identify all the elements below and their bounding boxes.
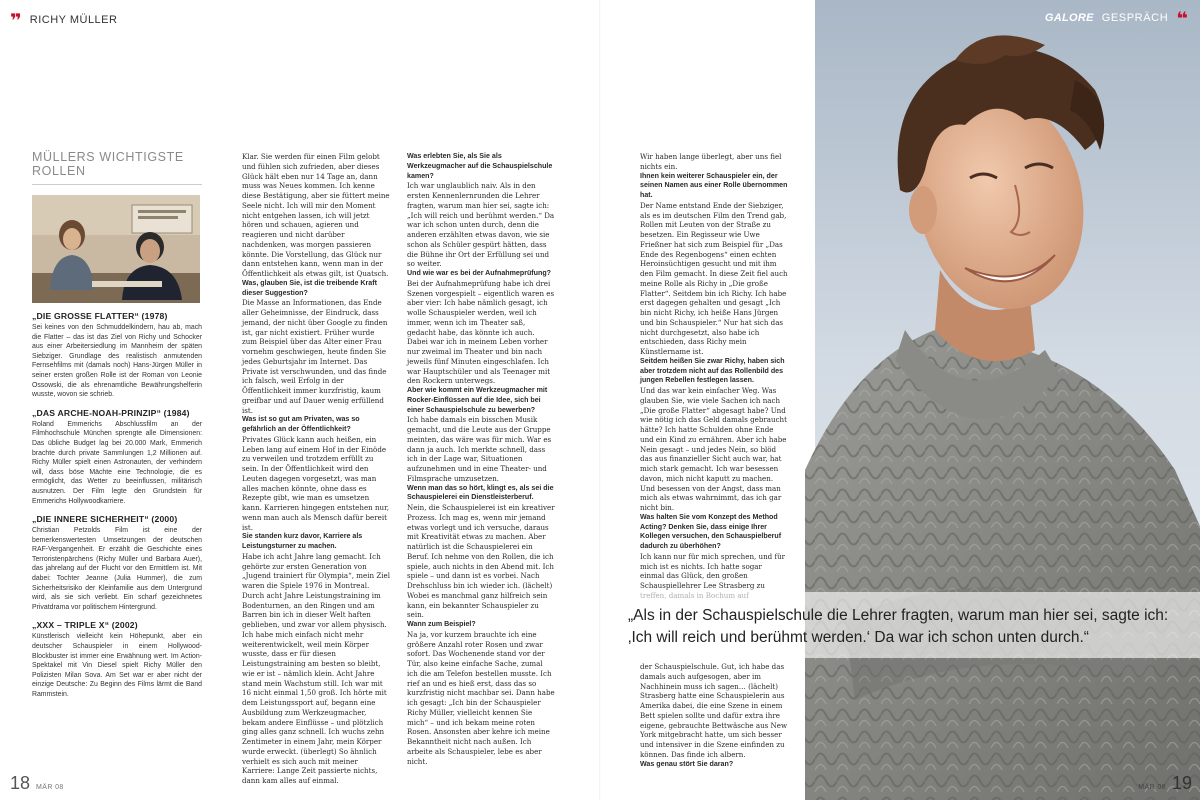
running-head-name: RICHY MÜLLER bbox=[29, 14, 118, 26]
film-description: Roland Emmerichs Abschlussfilm an der Filmhochschule München sprengte alle Dimensionen: Das übliche Budget lag bei 20.000 Mark, Emmerich brachte durch private Sammlungen 1,2 Millionen auf. Richy Müller spielt einen Astronauten, der verhindern will, dass böse Mächte eine Technologie, die es ermöglicht, das Wetter zu beeinflussen, militärisch ausnutzen. Der Film legte den Grundstein für Emmerichs Hollywoodkarriere. bbox=[32, 420, 202, 505]
interview-question: Was halten Sie vom Konzept des Method Acting? Denken Sie, dass einige Ihrer Kollegen versuchen, den Schauspielberuf dadurch zu überhöhen? bbox=[640, 512, 782, 550]
film-description: Sei keines von den Schmuddelkindern, hau ab, mach die Flatter – das ist das Ziel von Richy und Schocker aus einer Arbeitersiedlung im Mannheim der späten Siebziger. Grundlage des realistisch anmutenden Fernsehfilms mit (damals noch) Hans-Jürgen Müller in seiner ersten großen Rolle ist der Roman von Leonie Ossowski, die als ehrenamtliche Bewährungshelferin wusste, wovon sie schrieb. bbox=[32, 324, 202, 399]
answer-paragraph: der Schauspielschule. Gut, ich habe das damals auch aufgesogen, aber im Nachhinein muss ich sagen… (lächelt) Strasberg hatte eine Schauspielerin aus Amerika dabei, die eine Szene in einem Bett spielen sollte und dafür extra ihre eigene, gebrauchte Bettwäsche aus New York mitgebracht hatte, um sich besser und intensiver in die Szene einfinden zu können. Das finde ich albern. bbox=[640, 662, 788, 759]
quote-mark-icon: ❝ bbox=[1176, 7, 1188, 29]
interview-question: Was genau stört Sie daran? bbox=[640, 759, 734, 768]
sidebar-roles bbox=[32, 150, 202, 708]
answer-paragraph: Ich war unglaublich naiv. Als in den ersten Kennenlernrunden die Lehrer fragten, warum man hier sei, sagte ich: „Ich will reich und berühmt werden.“ Da war ich schon unten durch, denn die anderen erzählten etwas davon, wie sie schon als Schüler gespürt hätten, dass die Bühne ihr Ort der Erfüllung sei und so weiter. bbox=[407, 181, 555, 269]
film-title: „DAS ARCHE-NOAH-PRINZIP“ (1984) bbox=[32, 407, 190, 418]
film-title: „DIE GROSSE FLATTER“ (1978) bbox=[32, 311, 168, 321]
answer-paragraph: Ich habe damals ein bisschen Musik gemacht, und die Leute aus der Gruppe meinten, das wäre was für mich. War es dann ja auch. Ich merkte schnell, dass ich in der Lage war, Situationen aufzunehmen und in eine Theater- und Filmsprache umzusetzen. bbox=[407, 415, 552, 483]
interview-question: Wenn man das so hört, klingt es, als sei die Schauspielerei ein Dienstleisterberuf. bbox=[407, 483, 554, 502]
interview-question: Ihnen kein weiterer Schauspieler ein, der seinen Namen aus einer Rolle übernommen hat. bbox=[640, 171, 788, 199]
article-column-3 bbox=[640, 152, 788, 592]
film-entry bbox=[32, 514, 202, 612]
interview-question: Was ist so gut am Privaten, was so gefährlich an der Öffentlichkeit? bbox=[242, 415, 360, 433]
issue-date: MÄR 08 bbox=[36, 784, 64, 791]
article-column-1 bbox=[242, 152, 390, 785]
quote-mark-icon: ❞ bbox=[10, 9, 22, 31]
answer-paragraph: Na ja, vor kurzem brauchte ich eine größere Anzahl roter Rosen und zwar sofort. Das Wochenende stand vor der Tür, also keine einfache Sache, zumal ich die am Telefon bestellen musste. Ich rief an und es hieß erst, dass das so kurzfristig nicht machbar sei. Dann habe ich gesagt: „Ich bin der Schauspieler Richy Müller, vielleicht kennen Sie mich“ – und ich bekam meine roten Rosen. Ansonsten aber kehre ich meine Bekanntheit nicht nach außen. Ich arbeite als Schauspieler, lebe es aber nicht. bbox=[407, 629, 555, 766]
answer-paragraph: Der Name entstand Ende der Siebziger, als es im deutschen Film den Trend gab, Rollen mit Leuten von der Straße zu besetzen. Ein Regisseur wie Uwe Frießner hat sich zum Beispiel für „Das Ende des Regenbogens“ einen echten Heroinsüchtigen gesucht und mit ihm den Film gemacht. In diese Zeit fiel auch meine Rolle als Richy in „Die große Flatter“. Seitdem bin ich Richy. Ich habe erst dagegen gehalten und gesagt „Ich bin nicht Richy, ich heiße Hans Jürgen und bin Schauspieler.“ Nur hat sich das nicht durchgesetzt, also habe ich entschieden, dass Richy mein Künstlername ist. bbox=[640, 200, 788, 356]
answer-paragraph: Die Masse an Informationen, das Ende aller Geheimnisse, der Eindruck, dass jemand, der nicht über Google zu finden ist, gar nicht existiert. Früher wurde zum Beispiel über das Alter einer Frau vornehm geschwiegen, heute finden Sie jedes Geburtsjahr im Internet. Das Private ist verschwunden, und das finde ich falsch, weil Erfolg in der Öffentlichkeit immer kurzfristig, kaum greifbar und auf Dauer wenig erfüllend ist. bbox=[242, 298, 388, 415]
pull-quote-line: „Als in der Schauspielschule die Lehrer fragten, warum man hier sei, sagte ich: bbox=[628, 607, 1169, 624]
interview-question: Wann zum Beispiel? bbox=[407, 620, 476, 628]
page-gutter bbox=[599, 0, 601, 800]
magazine-logo: GALORE bbox=[1044, 12, 1094, 24]
answer-paragraph: Und das war kein einfacher Weg. Was glauben Sie, wie viele Sachen ich nach „Die große Flatter“ abgesagt habe? Und wie nötig ich das Geld damals gebraucht hätte? Ich hatte Schulden ohne Ende und ein Kind zu ernähren. Aber ich habe Nein gesagt – und jedes Nein, so blöd das aus finanzieller Sicht auch war, hat mich stark gemacht. Ich war besessen davon, mich nicht kaputt zu machen. Und besessen von der Angst, dass man mich als etwas wahrnimmt, das ich gar nicht bin. bbox=[640, 386, 787, 512]
issue-date: MÄR 08 bbox=[1138, 784, 1166, 791]
article-column-3-continued bbox=[640, 662, 788, 772]
sidebar-title: MÜLLERS WICHTIGSTE ROLLEN bbox=[32, 150, 202, 185]
answer-paragraph: Ich kann nur für mich sprechen, und für mich ist es nichts. Ich hatte sogar einmal das Glück, den großen Schauspiellehrer Lee Strasberg zu bbox=[640, 551, 786, 590]
page-number: 19 bbox=[1171, 773, 1192, 793]
answer-paragraph: Bei der Aufnahmeprüfung habe ich drei Szenen vorgespielt – eigentlich waren es aber vier: Ich habe nämlich gesagt, ich wolle Schauspieler werden, weil ich immer, wenn ich im Theater saß, gedacht habe, das könnte ich auch. Dabei war ich in meinem Leben vorher nur zweimal im Theater und bin nach jeweils fünf Minuten eingeschlafen. Ich war Hauptschüler und als Teenager mit den Rockern unterwegs. bbox=[407, 278, 555, 386]
interview-question: Was erlebten Sie, als Sie als Werkzeugmacher auf die Schauspielschule kamen? bbox=[407, 152, 553, 180]
interview-question: Was, glauben Sie, ist die treibende Kraft dieser Suggestion? bbox=[242, 278, 377, 297]
interview-question: Und wie war es bei der Aufnahmeprüfung? bbox=[407, 269, 551, 277]
film-entry bbox=[32, 311, 202, 400]
pull-quote bbox=[628, 605, 1198, 649]
interview-question: Seitdem heißen Sie zwar Richy, haben sich aber trotzdem nicht auf das Rollenbild des jungen Rebellen festlegen lassen. bbox=[640, 356, 785, 385]
film-still-illustration bbox=[32, 195, 200, 303]
section-label: GESPRÄCH bbox=[1101, 12, 1169, 24]
article-column-2 bbox=[407, 152, 555, 772]
page-number: 18 bbox=[10, 773, 31, 793]
interview-question: Aber wie kommt ein Werkzeugmacher mit Rocker-Einflüssen auf die Idee, sich bei einer Schauspielschule zu bewerben? bbox=[407, 386, 548, 414]
answer-paragraph: Habe ich acht Jahre lang gemacht. Ich gehörte zur ersten Generation von „Jugend trainiert für Olympia“, mein Ziel waren die Spiele 1976 in Montreal. Durch acht Jahre Leistungstraining im Bodenturnen, an den Ringen und am Barren bin ich in dieser Welt haften geblieben, und zwar vor allem physisch. Ich habe mich einfach nicht mehr weiterentwickelt, weil mein Körper wusste, dass er für diesen Leistungstraining am besten so bleibt, wie er ist – nämlich klein. Acht Jahre stand mein Wachstum still. Ich war mit 16 nicht einmal 1,50 groß. Ich hörte mit dem Leistungssport auf, begann eine Ausbildung zum Werkzeugmacher, bekam andere Einflüsse – und plötzlich ging alles ganz schnell. Ich wuchs zehn Zentimeter in einem Jahr, mein Körper wurde erweckt. (überlegt) So ähnlich verhielt es sich auch mit meiner Karriere: Lange Zeit passierte nichts, dann kam alles auf einmal. bbox=[242, 551, 390, 785]
footer-left bbox=[10, 773, 64, 794]
header-left bbox=[10, 10, 117, 30]
film-description: Künstlerisch vielleicht kein Höhepunkt, aber ein deutscher Schauspieler in einem Hollywood-Blockbuster ist immer eine Erwähnung wert. Im Action-Spektakel mit Vin Diesel spielt Richy Müller den Polizisten Milan Sova. Am Set war er aber nicht der einzige Deutsche: Zu Beginn des Films lärmt die Band Rammstein. bbox=[32, 633, 202, 698]
header-right bbox=[1045, 8, 1188, 28]
answer-paragraph: Privates Glück kann auch heißen, ein Leben lang auf einem Hof in der Einöde zu verweilen und trotzdem erfüllt zu sein. In der Öffentlichkeit wird den Leuten dagegen vorgesetzt, was man alles machen könnte, ohne dass es Rezepte gibt, wie man es umsetzen kann. Karrieren hingegen entstehen nur, wenn man auch als Mensch dafür bereit ist. bbox=[242, 434, 389, 532]
film-title: „XXX – TRIPLE X“ (2002) bbox=[32, 620, 138, 631]
answer-paragraph: Klar. Sie werden für einen Film gelobt und fühlen sich zufrieden, aber dieses Glück hält eben nur 14 Tage an, dann muss was Neues kommen. Ich kenne diese Bestätigung, aber sie füttert meine Seele nicht. Ich will mir den Moment nicht entgehen lassen, ich will jetzt hören und schauen, agieren und reagieren und nicht darüber nachdenken, was morgen passieren könnte. Die Vorstellung, das Glück nur dann entstehen kann, wenn man in der Öffentlichkeit als etwas gilt, ist Quatsch. bbox=[242, 152, 390, 278]
portrait-illustration bbox=[815, 0, 1200, 800]
film-title: „DIE INNERE SICHERHEIT“ (2000) bbox=[32, 514, 178, 525]
answer-paragraph: Wir haben lange überlegt, aber uns fiel nichts ein. bbox=[640, 152, 782, 171]
answer-paragraph: Nein, die Schauspielerei ist ein kreativer Prozess. Ich mag es, wenn mir jemand etwas vorlegt und ich versuche, daraus mit Kreativität etwas zu machen. Aber natürlich ist die Schauspielerei ein Beruf. Ich nehme von den Rollen, die ich spiele, auch nichts in den Abend mit. Ich spiele – und dann ist es vorbei. Nach Drehschluss bin ich wieder ich. (lächelt) Wobei es manchmal ganz hilfreich sein kann, ein bekannter Schauspieler zu sein. bbox=[407, 503, 555, 620]
film-entry bbox=[32, 620, 202, 699]
film-description: Christian Petzolds Film ist eine der bemerkenswertesten Umsetzungen der deutschen RAF-Vergangenheit. Er erzählt die Geschichte eines Terroristenpärchens (Richy Müller und Barbara Auer), das jahrelang auf der Flucht vor den Ermittlern ist. Mit dabei: Tochter Jeanne (Julia Hummer), die zum Sicherheitsrisiko der Kleinfamilie aus dem Untergrund wird, als sie sich verliebt. Ein scharf gezeichnetes Privatdrama vor politischem Hintergrund. bbox=[32, 527, 202, 611]
film-still-photo bbox=[32, 195, 200, 303]
pull-quote-line: ‚Ich will reich und berühmt werden.‘ Da war ich schon unten durch.“ bbox=[628, 629, 1089, 646]
interview-question: Sie standen kurz davor, Karriere als Leistungsturner zu machen. bbox=[242, 532, 363, 550]
footer-right bbox=[1138, 773, 1192, 794]
film-entry bbox=[32, 408, 202, 506]
portrait-photo bbox=[815, 0, 1200, 800]
